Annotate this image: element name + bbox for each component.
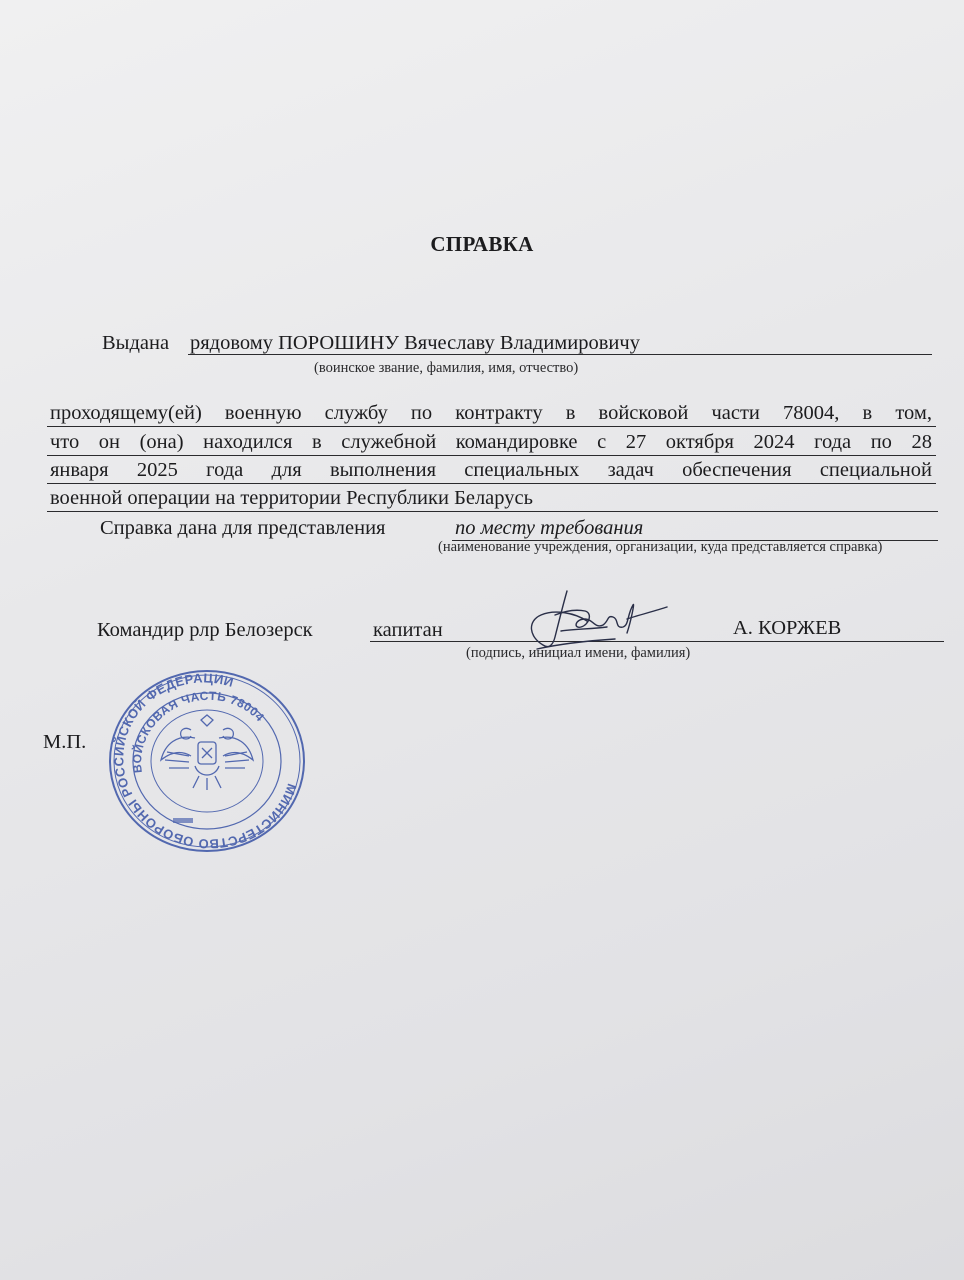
official-stamp xyxy=(107,668,307,854)
stamp-inner-text: ВОЙСКОВАЯ ЧАСТЬ 78004 xyxy=(129,688,268,774)
purpose-prefix: Справка дана для представления xyxy=(100,517,386,539)
body-line-3: января 2025 года для выполнения специальных задач обеспечения специальной xyxy=(50,459,932,481)
signature-caption: (подпись, инициал имени, фамилия) xyxy=(466,645,691,661)
seal-label: М.П. xyxy=(43,731,87,753)
svg-text:ВОЙСКОВАЯ ЧАСТЬ 78004 xyxy=(119,678,274,774)
signer-role: Командир рлр Белозерск xyxy=(97,619,313,641)
purpose-caption: (наименование учреждения, организации, куда представляется справка) xyxy=(438,539,883,555)
body-line-4: военной операции на территории Республики Беларусь xyxy=(50,487,533,509)
body-underline-1 xyxy=(47,426,936,427)
recipient-name: рядовому ПОРОШИНУ Вячеславу Владимировичу xyxy=(190,332,640,354)
body-line-1: проходящему(ей) военную службу по контракту в войсковой части 78004, в том, xyxy=(50,402,932,424)
stamp-outer-text: МИНИСТЕРСТВО ОБОРОНЫ РОССИЙСКОЙ ФЕДЕРАЦИИ xyxy=(111,670,300,852)
body-underline-2 xyxy=(47,455,936,456)
signer-name: А. КОРЖЕВ xyxy=(733,617,842,639)
purpose-value: по месту требования xyxy=(455,517,644,539)
recipient-caption: (воинское звание, фамилия, имя, отчество) xyxy=(314,360,579,376)
body-line-2: что он (она) находился в служебной командировке с 27 октября 2024 года по 28 xyxy=(50,431,932,453)
issued-prefix: Выдана xyxy=(102,332,170,354)
body-underline-3 xyxy=(47,483,936,484)
eagle-emblem-icon xyxy=(161,715,253,790)
signature xyxy=(515,585,675,660)
recipient-underline xyxy=(188,354,932,355)
signer-rank: капитан xyxy=(373,619,443,641)
body-underline-4 xyxy=(47,511,938,512)
document-title: СПРАВКА xyxy=(430,232,534,256)
